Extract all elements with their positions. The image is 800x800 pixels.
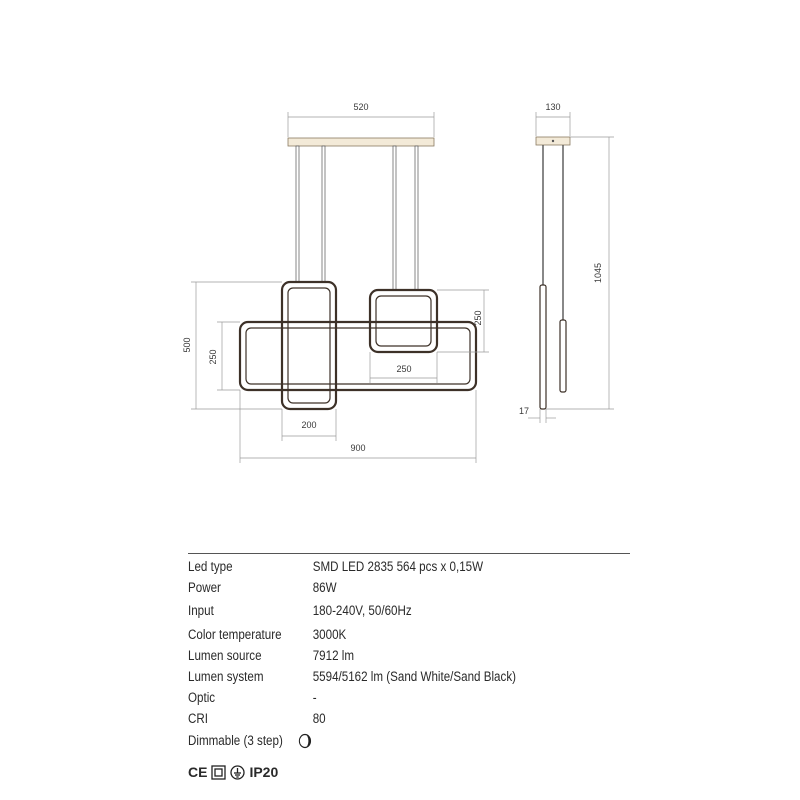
- dim-total-height: 1045: [593, 262, 603, 284]
- spec-label: Dimmable (3 step): [188, 733, 283, 748]
- side-profile-short: [560, 320, 566, 392]
- spec-value: 80: [312, 711, 326, 726]
- spec-label: Led type: [188, 559, 233, 574]
- spec-value: 180-240V, 50/60Hz: [312, 603, 412, 618]
- spec-value: 7912 lm: [312, 648, 355, 663]
- dimmable-icon: [298, 733, 312, 749]
- spec-value: 3000K: [312, 627, 347, 642]
- canopy: [288, 138, 434, 146]
- dim-profile-thickness: 17: [518, 406, 530, 416]
- spec-value: 5594/5162 lm (Sand White/Sand Black): [312, 669, 516, 684]
- dim-small-frame-width: 250: [396, 364, 412, 374]
- suspension-rod-right-2: [415, 146, 418, 290]
- large-frame-outer: [240, 322, 476, 390]
- side-view: [519, 102, 614, 423]
- spec-value: SMD LED 2835 564 pcs x 0,15W: [312, 559, 484, 574]
- suspension-rod-left-2: [322, 146, 325, 282]
- certifications: [188, 762, 278, 782]
- dim-large-frame-height: 250: [208, 349, 218, 365]
- dim-total-width: 900: [350, 443, 366, 453]
- spec-label: Input: [188, 603, 214, 618]
- side-profile-long: [540, 285, 546, 409]
- earth-icon: [230, 765, 245, 780]
- suspension-rod-left: [296, 146, 299, 282]
- spec-value: -: [312, 690, 317, 705]
- narrow-frame-inner: [288, 288, 330, 403]
- dim-canopy-depth: 130: [545, 102, 561, 112]
- suspension-rod-right: [393, 146, 396, 290]
- spec-label: Color temperature: [188, 627, 282, 642]
- spec-label: Power: [188, 580, 221, 595]
- class-ii-icon: [211, 765, 226, 780]
- spec-label: Lumen system: [188, 669, 264, 684]
- dim-narrow-frame-width: 200: [301, 420, 317, 430]
- dim-canopy-width: 520: [353, 102, 369, 112]
- spec-label: Optic: [188, 690, 216, 705]
- spec-label: CRI: [188, 711, 208, 726]
- spec-label: Lumen source: [188, 648, 262, 663]
- dim-small-frame-height: 250: [473, 310, 483, 326]
- ip-rating: IP20: [249, 764, 279, 780]
- spec-row-dimmable: [188, 731, 343, 751]
- dim-frames-height: 500: [182, 337, 192, 353]
- front-view: [182, 102, 489, 463]
- spec-divider: [188, 553, 630, 554]
- ce-mark-icon: CE: [188, 764, 208, 780]
- spec-value: 86W: [312, 580, 337, 595]
